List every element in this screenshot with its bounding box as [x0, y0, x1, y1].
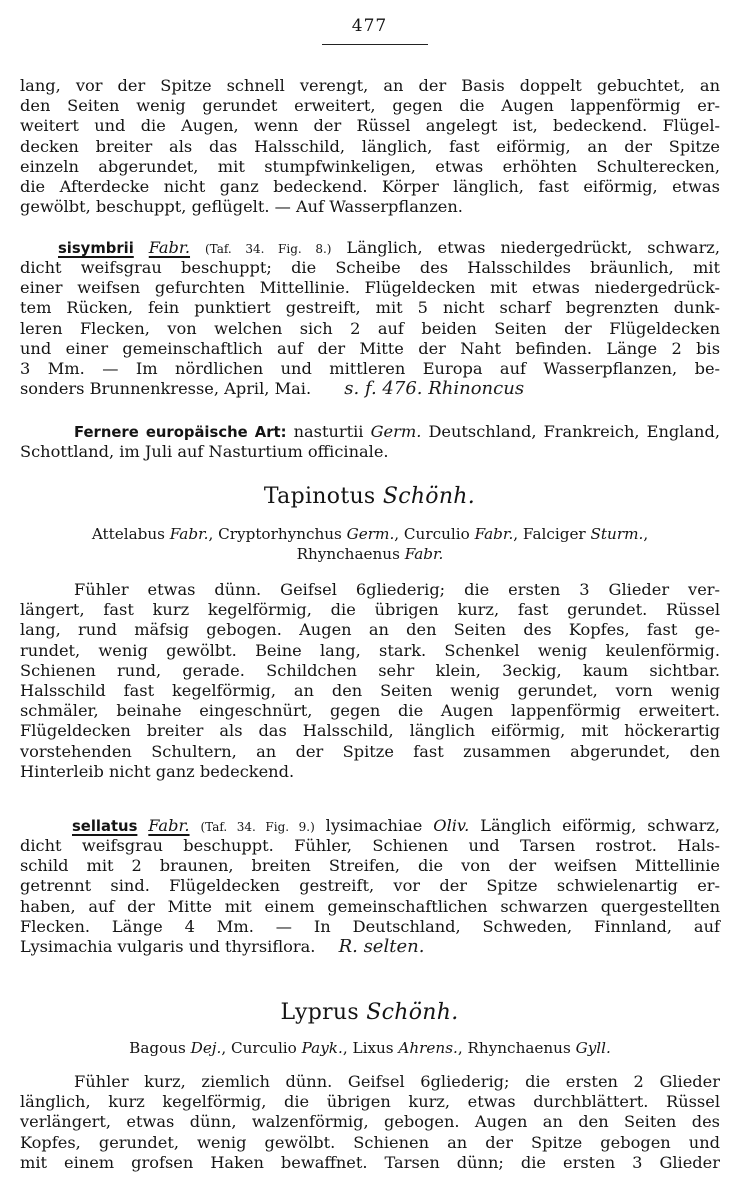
- synonym-author: Germ.: [346, 525, 395, 543]
- synonym-author: Oliv.: [433, 816, 470, 835]
- description-start: Länglich eiförmig, schwarz,: [480, 816, 721, 835]
- text-line: Flecken. Länge 4 Mm. — In Deutschland, Schweden, Finnland, auf: [20, 916, 720, 936]
- synonym: Attelabus: [91, 525, 170, 543]
- text-line: einzeln abgerundet, mit stumpfwinkeligen, etwas erhöhten Schulterecken,: [20, 156, 720, 176]
- species-author: Fabr.: [148, 238, 191, 257]
- genus-heading-tapinotus: [0, 484, 739, 509]
- text-line: Schienen rund, gerade. Schildchen sehr klein, 3eckig, kaum sichtbar.: [20, 660, 720, 680]
- handwritten-note: R. selten.: [338, 935, 425, 957]
- text-line: Hinterleib nicht ganz bedeckend.: [20, 761, 295, 781]
- genus-tapinotus-description: [20, 580, 720, 782]
- text-line: 3 Mm. — Im nördlichen und mittleren Europa auf Wasserpflanzen, be-: [20, 358, 720, 378]
- text-line: einer weifsen gefurchten Mittellinie. Flügeldecken mit etwas niedergedrück-: [20, 278, 720, 298]
- text-line: Kopfes, gerundet, wenig gewölbt. Schienen an der Spitze gebogen und: [20, 1132, 720, 1152]
- text-line: und einer gemeinschaftlich auf der Mitte der Naht befinden. Länge 2 bis: [20, 338, 720, 358]
- text-line: Fühler kurz, ziemlich dünn. Geifsel 6gliederig; die ersten 2 Glieder: [74, 1072, 720, 1091]
- handwritten-note: s. f. 476. Rhinoncus: [344, 378, 525, 400]
- description-start: Länglich, etwas niedergedrückt, schwarz,: [346, 238, 720, 257]
- text-line: Schottland, im Juli auf Nasturtium officinale.: [20, 442, 389, 462]
- text-line: dicht weifsgrau beschuppt; die Scheibe des Halsschildes bräunlich, mit: [20, 258, 720, 277]
- text-line: Fühler etwas dünn. Geifsel 6gliederig; die ersten 3 Glieder ver-: [74, 580, 720, 599]
- text-line: haben, auf der Mitte mit einem gemeinschaftlichen schwarzen quergestellten: [20, 896, 720, 916]
- text-line: [20, 379, 720, 399]
- page-number-rule: [322, 44, 428, 45]
- further-species-name: nasturtii: [293, 422, 364, 441]
- text-line: lang, rund mäfsig gebogen. Augen an den Seiten des Kopfes, fast ge-: [20, 620, 720, 640]
- text-line: gewölbt, beschuppt, geflügelt. — Auf Wasserpflanzen.: [20, 197, 463, 217]
- synonym-author: Fabr.: [404, 545, 444, 564]
- synonym-author: Fabr.: [474, 525, 514, 543]
- synonym-author: Ahrens.: [398, 1039, 458, 1057]
- synonym-author: Sturm.: [590, 525, 644, 543]
- text-line: [20, 937, 720, 957]
- text-line: den Seiten wenig gerundet erweitert, gegen die Augen lappenförmig er-: [20, 96, 720, 116]
- synonym: , Lixus: [342, 1039, 399, 1057]
- plate-reference: (Taf. 34. Fig. 9.): [200, 820, 315, 834]
- species-author: Fabr.: [148, 816, 190, 835]
- text-line: verlängert, etwas dünn, walzenförmig, gebogen. Augen an den Seiten des: [20, 1112, 720, 1132]
- synonym-line: [20, 524, 720, 544]
- text-line: decken breiter als das Halsschild, länglich, fast eiförmig, an der Spitze: [20, 136, 720, 156]
- species-sisymbrii-first-line: [58, 238, 720, 258]
- synonym: , Rhynchaenus: [457, 1039, 576, 1057]
- plate-reference: (Taf. 34. Fig. 8.): [204, 242, 332, 256]
- further-species-label: Fernere europäische Art:: [74, 424, 287, 441]
- genus-name: Tapinotus: [263, 484, 376, 509]
- text-line: rundet, wenig gewölbt. Beine lang, stark. Schenkel wenig keulenförmig.: [20, 640, 720, 660]
- text-line: länglich, kurz kegelförmig, die übrigen kurz, etwas durchblättert. Rüssel: [20, 1092, 720, 1112]
- text-line: längert, fast kurz kegelförmig, die übrigen kurz, fast gerundet. Rüssel: [20, 600, 720, 620]
- text-line: die Afterdecke nicht ganz bedeckend. Körper länglich, fast eiförmig, etwas: [20, 176, 720, 196]
- text-line: vorstehenden Schultern, an der Spitze fast zusammen abgerundet, den: [20, 741, 720, 761]
- text-last: sonders Brunnenkresse, April, Mai.: [20, 379, 312, 399]
- genus-lyprus-description: [20, 1072, 720, 1173]
- synonym: , Cryptorhynchus: [208, 525, 347, 543]
- genus-synonyms: [20, 1038, 720, 1058]
- synonym: ,: [643, 525, 649, 543]
- further-species-author: Germ.: [370, 422, 422, 441]
- synonym: , Curculio: [394, 525, 475, 543]
- text-line: mit einem grofsen Haken bewaffnet. Tarsen dünn; die ersten 3 Glieder: [20, 1152, 720, 1172]
- text-line: [20, 422, 720, 442]
- synonym-author: Fabr.: [169, 525, 209, 543]
- text-line: leren Flecken, von welchen sich 2 auf beiden Seiten der Flügeldecken: [20, 318, 720, 338]
- text-line: lang, vor der Spitze schnell verengt, an der Basis doppelt gebuchtet, an: [20, 76, 720, 95]
- text-last: Lysimachia vulgaris und thyrsiflora.: [20, 936, 316, 956]
- continuation-paragraph: [20, 76, 720, 217]
- text-line: dicht weifsgrau beschuppt. Fühler, Schienen und Tarsen rostrot. Hals-: [20, 836, 720, 855]
- genus-author: Schönh.: [366, 1000, 459, 1025]
- synonym: , Curculio: [221, 1039, 302, 1057]
- synonym-line: [20, 1038, 720, 1058]
- text-line: weitert und die Augen, wenn der Rüssel angelegt ist, bedeckend. Flügel-: [20, 116, 720, 136]
- genus-heading-lyprus: [0, 1000, 739, 1025]
- species-heading-line: [58, 238, 720, 258]
- text-line: getrennt sind. Flügeldecken gestreift, vor der Spitze schwielenartig er-: [20, 876, 720, 896]
- genus-author: Schönh.: [382, 484, 476, 509]
- further-species-range: Deutschland, Frankreich, England,: [428, 422, 720, 441]
- text-line: Halsschild fast kegelförmig, an den Seiten wenig gerundet, vorn wenig: [20, 680, 720, 700]
- text-line: schild mit 2 braunen, breiten Streifen, die von der weifsen Mittellinie: [20, 856, 720, 876]
- species-sellatus-first-line: [72, 816, 720, 836]
- further-species-note: [20, 422, 720, 462]
- synonym-author: Gyll.: [575, 1039, 611, 1057]
- genus-name: Lyprus: [280, 1000, 359, 1025]
- synonym: Bagous: [129, 1039, 191, 1057]
- species-name: sisymbrii: [58, 240, 134, 257]
- synonym-author: Payk.: [301, 1039, 343, 1057]
- species-heading-line: [72, 816, 720, 836]
- synonym: Rhynchaenus: [296, 545, 405, 564]
- synonym-author: Dej.: [190, 1039, 222, 1057]
- genus-synonyms: [20, 524, 720, 564]
- species-name: sellatus: [72, 818, 138, 835]
- text-line: tem Rücken, fein punktiert gestreift, mit 5 nicht scharf begrenzten dunk-: [20, 298, 720, 318]
- species-sellatus-description: [20, 836, 720, 957]
- synonym: lysimachiae: [325, 816, 423, 835]
- species-sisymbrii-description: [20, 258, 720, 399]
- page-number: 477: [351, 16, 388, 36]
- synonym-line: [20, 544, 720, 564]
- text-line: schmäler, beinahe eingeschnürt, gegen die Augen lappenförmig erweitert.: [20, 701, 720, 721]
- synonym: , Falciger: [513, 525, 591, 543]
- text-line: Flügeldecken breiter als das Halsschild, länglich eiförmig, mit höckerartig: [20, 721, 720, 741]
